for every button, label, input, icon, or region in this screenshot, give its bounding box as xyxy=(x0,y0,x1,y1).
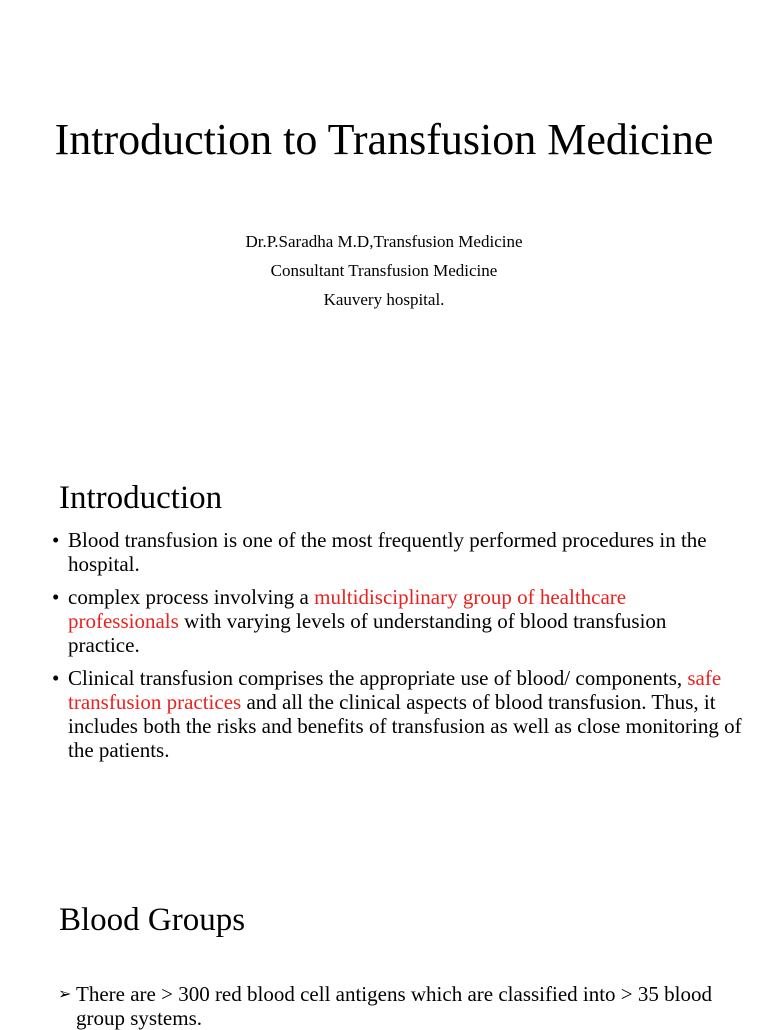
bullet-item xyxy=(52,528,742,576)
bullet-text: and all the clinical aspects of blood transfusion. Thus, it includes both the risks and benefits of transfusion as well as close monitoring of the patients. xyxy=(68,690,742,762)
arrow-bullet-icon: ➢ xyxy=(58,984,72,1003)
bullet-dot-icon: • xyxy=(52,528,60,552)
bullet-text: complex process involving a xyxy=(68,585,315,609)
highlighted-text: safe transfusion practices xyxy=(68,666,722,714)
introduction-slide xyxy=(0,470,768,800)
bullet-dot-icon: • xyxy=(52,666,60,690)
list-item xyxy=(58,982,718,1030)
presenter-info xyxy=(0,227,768,314)
introduction-heading: Introduction xyxy=(59,480,223,516)
highlighted-text: multidisciplinary group of healthcare professionals xyxy=(68,585,627,633)
blood-groups-slide xyxy=(0,890,768,1030)
bullet-text: with varying levels of understanding of blood transfusion practice. xyxy=(68,609,667,657)
presentation-title: Introduction to Transfusion Medicine xyxy=(54,115,714,164)
presenter-name: Dr.P.Saradha M.D,Transfusion Medicine xyxy=(245,232,523,251)
bullet-item xyxy=(52,666,742,762)
bullet-text: Blood transfusion is one of the most frequently performed procedures in the hospital. xyxy=(68,528,707,576)
bullet-text: Clinical transfusion comprises the appropriate use of blood/ components, xyxy=(68,666,688,690)
presenter-hospital: Kauvery hospital. xyxy=(323,290,445,309)
bullet-dot-icon: • xyxy=(52,585,60,609)
introduction-bullet-list xyxy=(52,528,742,771)
list-item-text: There are > 300 red blood cell antigens which are classified into > 35 blood group systems. xyxy=(76,982,712,1030)
blood-groups-list xyxy=(58,982,718,1030)
title-slide xyxy=(0,0,768,360)
presenter-role: Consultant Transfusion Medicine xyxy=(270,261,498,280)
bullet-item xyxy=(52,585,742,657)
blood-groups-heading: Blood Groups xyxy=(59,902,246,938)
